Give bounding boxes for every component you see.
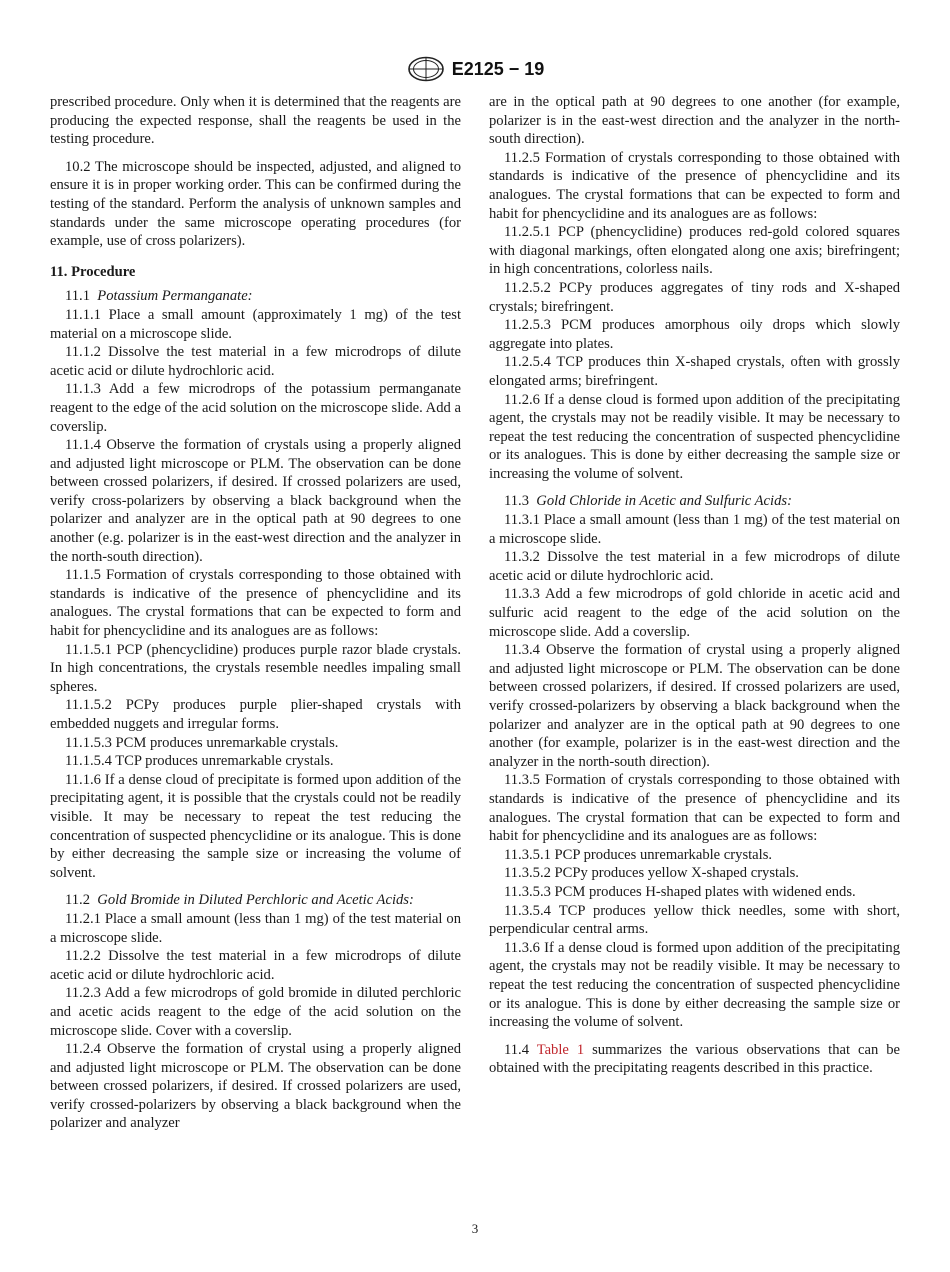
paragraph-11-3-6: 11.3.6 If a dense cloud is formed upon addition of the precipitating agent, the crystals may not be readily visible. It may be necessary to repeat the test reducing the concentration of suspected phencyclidine or its analogue. This is done by either decreasing the sample size or increasing the volume of solvent. [489,939,900,1031]
document-number: E2125 − 19 [451,58,545,79]
paragraph-11-2-1: 11.2.1 Place a small amount (less than 1 mg) of the test material on a microscope slide. [50,910,461,946]
subsection-number: 11.1 [65,288,90,305]
paragraph-11-2-3: 11.2.3 Add a few microdrops of gold bromide in diluted perchloric and acetic acids reagent to the edge of the acid solution on the microscope slide. Cover with a coverslip. [50,985,461,1039]
paragraph-11-2-2: 11.2.2 Dissolve the test material in a few microdrops of dilute acetic acid or dilute hydrochloric acid. [50,948,461,983]
page-number: 3 [471,1221,479,1236]
paragraph-11-2-5-2: 11.2.5.2 PCPy produces aggregates of tiny rods and X-shaped crystals; birefringent. [489,279,900,315]
page-header [0,56,950,82]
subsection-title: Gold Chloride in Acetic and Sulfuric Acids: [536,493,792,510]
paragraph-number: 11.4 [504,1041,529,1058]
paragraph-11-2-5-4: 11.2.5.4 TCP produces thin X-shaped crystals, often with grossly elongated arms; birefringent. [489,354,900,389]
paragraph-11-1-4: 11.1.4 Observe the formation of crystals using a properly aligned and adjusted light microscope or PLM. The observation can be done between crossed polarizers, if desired. If crossed polarizers are used, verify cross-polarizers by observing a black background when the polarizer and analyzer are in the optical path at 90 degrees to one another (e.g. polarizer is in the east-west direction and the analyzer in the north-south direction). [50,437,461,565]
subsection-11-3 [489,492,900,511]
paragraph-11-2-6: 11.2.6 If a dense cloud is formed upon addition of the precipitating agent, the crystals may not be readily visible. It may be necessary to repeat the test reducing the concentration of suspected phencyclidine or its analogues. This is done by either decreasing the sample size or increasing the volume of solvent. [489,391,900,482]
paragraph-11-3-4: 11.3.4 Observe the formation of crystal using a properly aligned and adjusted light microscope or PLM. The observation can be done between crossed polarizers, if desired. If crossed polarizers are used, verify crossed-polarizers by observing a black background when the polarizer and analyzer are in the optical path at 90 degrees to one another (for example, polarizer is in the east-west direction and the analyzer in the north-south direction). [489,642,900,770]
subsection-title: Potassium Permanganate: [97,288,253,305]
paragraph-continued: are in the optical path at 90 degrees to one another (for example, polarizer is in the east-west direction and the analyzer in the north-south direction). [489,94,900,148]
paragraph-11-2-5: 11.2.5 Formation of crystals corresponding to those obtained with standards is indicative of the presence of phencyclidine and its analogues. The crystal formations that can be expected to form and habit for phencyclidine and its analogues are as follows: [489,149,900,222]
paragraph-11-1-5-4: 11.1.5.4 TCP produces unremarkable crystals. [65,753,334,770]
paragraph-11-1-5-1: 11.1.5.1 PCP (phencyclidine) produces purple razor blade crystals. In high concentrations, the crystals resemble needles impaling small spheres. [50,641,461,695]
paragraph-10-2: 10.2 The microscope should be inspected, adjusted, and aligned to ensure it is in proper working order. This can be confirmed during the testing of the standard. Perform the analysis of unknown samples and standards under the same microscope operating procedures (for example, use of cross polarizers). [50,158,461,250]
subsection-11-1 [50,287,461,306]
paragraph-11-1-5: 11.1.5 Formation of crystals corresponding to those obtained with standards is indicative of the presence of phencyclidine and its analogues. The crystal formations that can be expected to form and habit for phencyclidine and its analogues are as follows: [50,567,461,640]
paragraph-11-3-5-1: 11.3.5.1 PCP produces unremarkable crystals. [504,846,773,863]
paragraph-11-3-3: 11.3.3 Add a few microdrops of gold chloride in acetic acid and sulfuric acid reagent to the edge of the acid solution on the microscope slide. Add a coverslip. [489,586,900,640]
paragraph-11-2-5-1: 11.2.5.1 PCP (phencyclidine) produces red-gold colored squares with diagonal markings, often elongated along one axis; birefringent; in high concentrations, colorless nails. [489,224,900,278]
paragraph-11-3-1: 11.3.1 Place a small amount (less than 1 mg) of the test material on a microscope slide. [489,512,900,547]
paragraph-11-2-4: 11.2.4 Observe the formation of crystal using a properly aligned and adjusted light microscope or PLM. The observation can be done between crossed polarizers, if desired. If crossed polarizers are used, verify crossed-polarizers by observing a black background when the polarizer and analyzer [50,1041,461,1132]
astm-logo-icon [406,56,446,82]
paragraph-11-2-5-3: 11.2.5.3 PCM produces amorphous oily drops which slowly aggregate into plates. [489,317,900,352]
paragraph-11-1-5-2: 11.1.5.2 PCPy produces purple plier-shaped crystals with embedded nuggets and irregular forms. [50,697,461,732]
section-heading-11: 11. Procedure [50,263,136,280]
paragraph-11-3-5-3: 11.3.5.3 PCM produces H-shaped plates with widened ends. [504,883,856,900]
paragraph-11-3-2: 11.3.2 Dissolve the test material in a few microdrops of dilute acetic acid or dilute hydrochloric acid. [489,549,900,584]
paragraph-11-1-5-3: 11.1.5.3 PCM produces unremarkable crystals. [65,734,339,751]
paragraph-11-3-5-2: 11.3.5.2 PCPy produces yellow X-shaped crystals. [504,865,799,882]
left-column [50,93,461,1133]
subsection-title: Gold Bromide in Diluted Perchloric and Acetic Acids: [97,892,414,909]
paragraph-11-1-3: 11.1.3 Add a few microdrops of the potassium permanganate reagent to the edge of the acid solution on the microscope slide. Add a coverslip. [50,381,461,435]
paragraph-11-1-6: 11.1.6 If a dense cloud of precipitate is formed upon addition of the precipitating agent, it is possible that the crystals could not be readily visible. It may be necessary to repeat the test reducing the concentration of suspected phencyclidine or its analogue. This is done by either decreasing the sample size or increasing the volume of solvent. [50,771,461,881]
paragraph-continued: prescribed procedure. Only when it is determined that the reagents are producing the expected response, shall the reagents be used in the testing procedure. [50,94,461,148]
table-1-link[interactable]: Table 1 [536,1041,585,1058]
paragraph-11-3-5-4: 11.3.5.4 TCP produces yellow thick needles, some with short, perpendicular central arms. [489,902,900,938]
paragraph-11-3-5: 11.3.5 Formation of crystals corresponding to those obtained with standards is indicative of the presence of phencyclidine and its analogues. The crystal formation that can be expected to form and habit for phencyclidine and its analogues are as follows: [489,772,900,845]
paragraph-11-1-2: 11.1.2 Dissolve the test material in a few microdrops of dilute acetic acid or dilute hydrochloric acid. [50,344,461,379]
paragraph-text: summarizes the various observations that can be obtained with the precipitating reagents described in this practice. [489,1041,900,1077]
subsection-number: 11.2 [65,892,90,909]
subsection-11-2 [50,891,461,910]
right-column [489,93,900,1078]
paragraph-11-4 [489,1041,900,1078]
paragraph-11-1-1: 11.1.1 Place a small amount (approximately 1 mg) of the test material on a microscope slide. [50,306,461,342]
subsection-number: 11.3 [504,493,529,510]
